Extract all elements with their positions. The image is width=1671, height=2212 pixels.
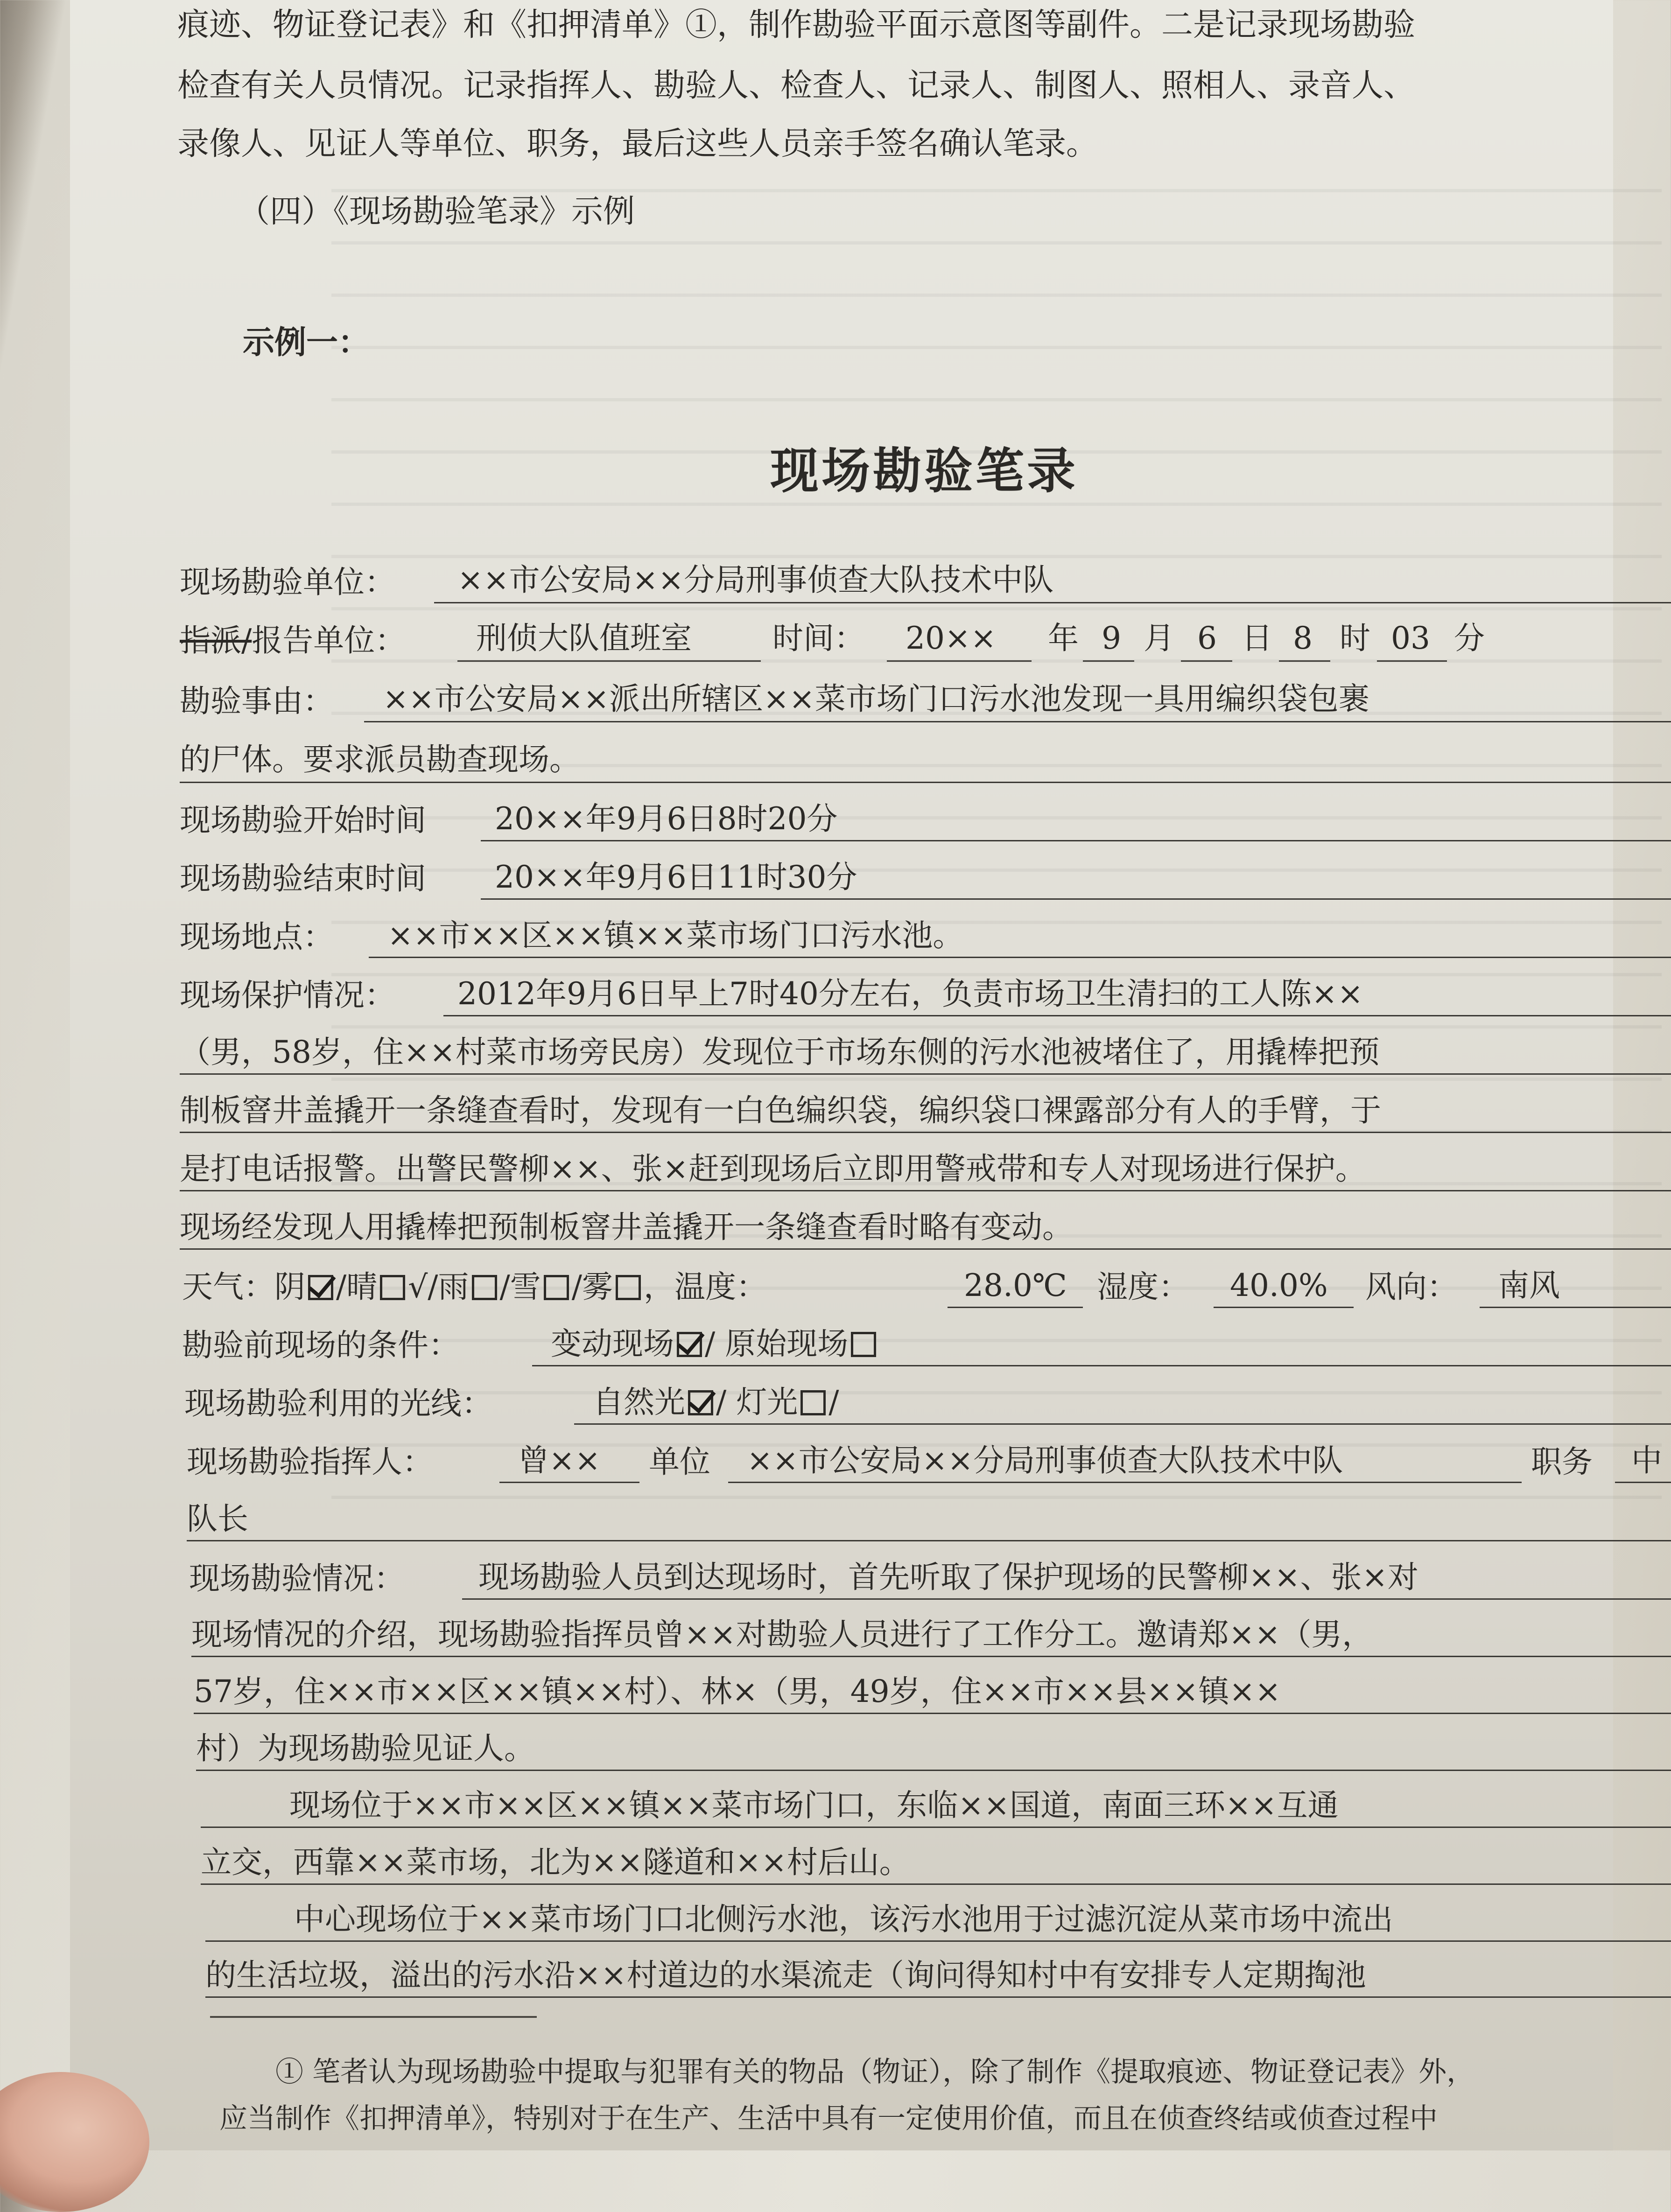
- weather-cloudy-checkbox[interactable]: [308, 1275, 333, 1300]
- light-lamp-checkbox[interactable]: [800, 1390, 826, 1415]
- time-hour-underline: [1279, 660, 1330, 662]
- reason-line-1: ××市公安局××派出所辖区××菜市场门口污水池发现一具用编织袋包裹: [383, 681, 1369, 717]
- weather-cloudy: 阴: [274, 1269, 305, 1305]
- time-minute: 03: [1391, 620, 1430, 656]
- end-value: 20××年9月6日11时30分: [495, 859, 857, 895]
- situation-underline-6: [201, 1883, 1671, 1885]
- situation-underline-8: [205, 1996, 1671, 1998]
- reason-line-2: 的尸体。要求派员勘查现场。: [180, 742, 580, 777]
- wind-underline: [1480, 1307, 1671, 1308]
- protect-underline-4: [180, 1190, 1671, 1191]
- commander-post-underline-2: [187, 1540, 1671, 1541]
- report-label: [180, 625, 406, 656]
- day-char: 日: [1242, 620, 1272, 656]
- temp-value: 28.0℃: [964, 1267, 1067, 1303]
- protect-line-3: 制板窨井盖撬开一条缝查看时，发现有一白色编织袋，编织袋口裸露部分有人的手臂，于: [180, 1092, 1381, 1128]
- commander-post-label: 职务: [1531, 1444, 1593, 1480]
- protect-line-2: （男，58岁，住××村菜市场旁民房）发现位于市场东侧的污水池被堵住了，用撬棒把预: [180, 1034, 1380, 1070]
- situation-underline-3: [194, 1713, 1671, 1714]
- protect-line-1: 2012年9月6日早上7时40分左右，负责市场卫生清扫的工人陈××: [457, 976, 1363, 1012]
- end-label: 现场勘验结束时间: [180, 861, 426, 896]
- section-heading: （四）《现场勘验笔录》示例: [238, 193, 635, 230]
- weather-snow-checkbox[interactable]: [544, 1275, 569, 1300]
- commander-unit-underline: [728, 1482, 1522, 1483]
- weather-sunny: /晴: [336, 1269, 378, 1305]
- protect-line-4: 是打电话报警。出警民警柳××、张×赶到现场后立即用警戒带和专人对现场进行保护。: [180, 1151, 1366, 1187]
- commander-unit-label: 单位: [649, 1444, 710, 1480]
- footnote-line-1: ① 笔者认为现场勘验中提取与犯罪有关的物品（物证），除了制作《提取痕迹、物证登记表》外，: [275, 2056, 1475, 2088]
- condition-original: / 原始现场: [705, 1326, 849, 1362]
- time-minute-underline: [1377, 660, 1447, 662]
- report-label-struck: 指派/: [180, 623, 252, 658]
- light-underline: [574, 1423, 1671, 1425]
- protect-underline-3: [180, 1132, 1671, 1133]
- temp-label: ，温度：: [644, 1269, 767, 1305]
- footnote-separator: [210, 2016, 537, 2018]
- situation-line-4: 村）为现场勘验见证人。: [196, 1730, 535, 1766]
- time-month-underline: [1083, 660, 1134, 662]
- intro-line-1: 痕迹、物证登记表》和《扣押清单》①，制作勘验平面示意图等副件。二是记录现场勘验: [177, 7, 1416, 43]
- condition-label: 勘验前现场的条件：: [182, 1327, 459, 1363]
- commander-post-underline-1: [1615, 1482, 1671, 1483]
- weather-fog: /雾: [571, 1269, 613, 1305]
- report-label-text: 报告单位：: [252, 623, 406, 658]
- temp-underline: [948, 1307, 1083, 1308]
- wind-value: 南风: [1498, 1267, 1560, 1303]
- light-options: [593, 1384, 839, 1420]
- book-page: [70, 0, 1662, 2150]
- situation-underline-2: [191, 1656, 1671, 1657]
- time-label: 时间：: [772, 620, 865, 656]
- time-hour: 8: [1293, 620, 1313, 656]
- report-value: 刑侦大队值班室: [476, 620, 692, 656]
- situation-line-3: 57岁，住××市××区××镇××村）、林×（男，49岁，住××市××县××镇××: [194, 1673, 1281, 1709]
- example-label: 示例一：: [243, 324, 370, 361]
- wind-label: 风向：: [1365, 1269, 1458, 1305]
- commander-post-2: 队长: [187, 1501, 248, 1537]
- reason-underline-2: [180, 782, 1671, 783]
- light-natural-checkbox[interactable]: [688, 1390, 713, 1415]
- time-year-underline: [887, 660, 1032, 662]
- protect-underline-2: [180, 1073, 1671, 1075]
- situation-line-2: 现场情况的介绍，现场勘验指挥员曾××对勘验人员进行了工作分工。邀请郑××（男，: [191, 1617, 1373, 1652]
- situation-underline-4: [196, 1770, 1671, 1771]
- humidity-label: 湿度：: [1097, 1269, 1189, 1305]
- reason-underline-1: [364, 721, 1671, 722]
- footnote-line-2: 应当制作《扣押清单》，特别对于在生产、生活中具有一定使用价值，而且在侦查终结或侦查过程中: [219, 2102, 1438, 2135]
- situation-line-8: 的生活垃圾，溢出的污水沿××村道边的水渠流走（询问得知村中有安排专人定期掏池: [205, 1957, 1366, 1993]
- situation-underline-5: [201, 1827, 1671, 1828]
- hour-char: 时: [1340, 620, 1370, 656]
- situation-underline-1: [462, 1598, 1671, 1600]
- commander-label: 现场勘验指挥人：: [187, 1444, 433, 1480]
- condition-options: [551, 1326, 879, 1362]
- time-day-underline: [1181, 660, 1232, 662]
- commander-name-underline: [499, 1482, 639, 1483]
- weather-row: [182, 1269, 767, 1305]
- light-label: 现场勘验利用的光线：: [184, 1386, 492, 1421]
- condition-original-checkbox[interactable]: [851, 1332, 876, 1357]
- time-month: 9: [1102, 620, 1121, 656]
- form-title: 现场勘验笔录: [770, 442, 1079, 499]
- situation-label: 现场勘验情况：: [189, 1561, 405, 1596]
- light-natural: 自然光: [593, 1384, 685, 1420]
- light-lamp: / 灯光: [716, 1384, 798, 1420]
- situation-line-1: 现场勘验人员到达现场时，首先听取了保护现场的民警柳××、张×对: [478, 1559, 1418, 1595]
- place-label: 现场地点：: [180, 919, 334, 955]
- situation-underline-7: [205, 1940, 1671, 1942]
- commander-name: 曾××: [518, 1442, 601, 1478]
- unit-label: 现场勘验单位：: [180, 564, 395, 600]
- humidity-underline: [1214, 1307, 1354, 1308]
- report-underline: [457, 660, 761, 662]
- situation-line-5: 现场位于××市××区××镇××菜市场门口，东临××国道，南面三环××互通: [289, 1787, 1339, 1823]
- weather-rain-checkbox[interactable]: [472, 1275, 497, 1300]
- weather-fog-checkbox[interactable]: [616, 1275, 641, 1300]
- start-label: 现场勘验开始时间: [180, 802, 426, 838]
- start-underline: [481, 840, 1671, 841]
- end-underline: [481, 898, 1671, 900]
- unit-value: ××市公安局××分局刑事侦查大队技术中队: [457, 562, 1054, 598]
- commander-post-1: 中: [1631, 1442, 1662, 1478]
- weather-sunny-checkbox[interactable]: [380, 1275, 405, 1300]
- time-year: 20××: [906, 620, 997, 656]
- protect-line-5: 现场经发现人用撬棒把预制板窨井盖撬开一条缝查看时略有变动。: [180, 1209, 1073, 1245]
- weather-snow: /雪: [499, 1269, 541, 1305]
- condition-changed-checkbox[interactable]: [677, 1332, 702, 1357]
- light-slash: /: [828, 1384, 839, 1420]
- situation-line-7: 中心现场位于××菜市场门口北侧污水池，该污水池用于过滤沉淀从菜市场中流出: [294, 1901, 1393, 1937]
- situation-line-6: 立交，西靠××菜市场，北为××隧道和××村后山。: [201, 1844, 910, 1880]
- time-day: 6: [1197, 620, 1217, 656]
- minute-char: 分: [1454, 620, 1485, 656]
- protect-label: 现场保护情况：: [180, 977, 395, 1013]
- year-char: 年: [1048, 620, 1079, 656]
- intro-line-2: 检查有关人员情况。记录指挥人、勘验人、检查人、记录人、制图人、照相人、录音人、: [177, 67, 1416, 104]
- condition-underline: [532, 1365, 1671, 1366]
- month-char: 月: [1144, 620, 1174, 656]
- commander-unit: ××市公安局××分局刑事侦查大队技术中队: [747, 1442, 1343, 1478]
- intro-line-3: 录像人、见证人等单位、职务，最后这些人员亲手签名确认笔录。: [177, 126, 1098, 162]
- condition-changed: 变动现场: [551, 1326, 674, 1362]
- weather-rain: √/雨: [408, 1269, 469, 1305]
- start-value: 20××年9月6日8时20分: [495, 801, 838, 837]
- unit-underline: [434, 602, 1671, 603]
- humidity-value: 40.0%: [1230, 1267, 1328, 1303]
- place-underline: [369, 957, 1671, 958]
- weather-label: 天气：: [182, 1269, 274, 1305]
- protect-underline-1: [443, 1015, 1671, 1016]
- protect-underline-5: [180, 1248, 1671, 1250]
- place-value: ××市××区××镇××菜市场门口污水池。: [387, 917, 964, 953]
- reason-label: 勘验事由：: [180, 683, 334, 719]
